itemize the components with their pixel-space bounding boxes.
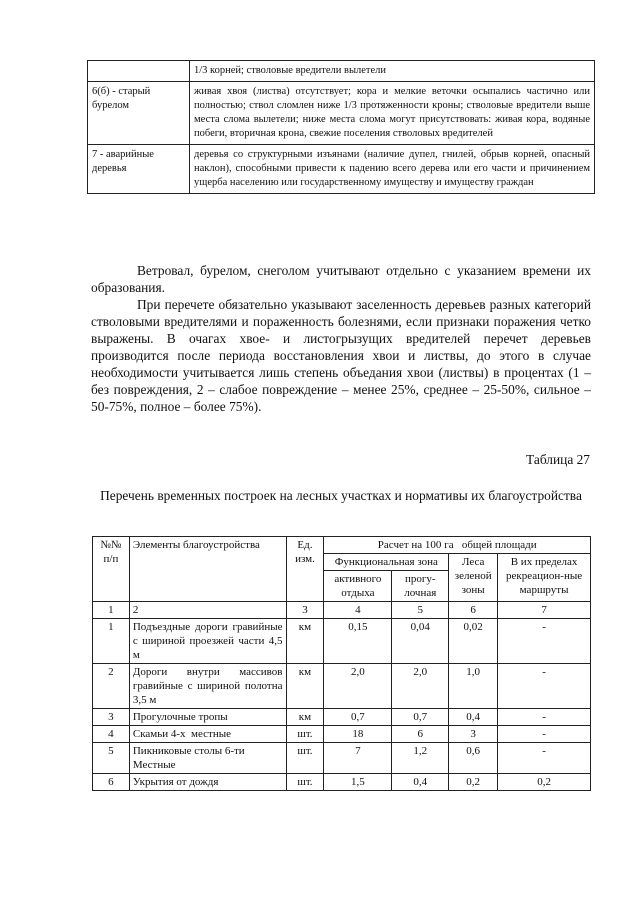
row-routes: - [498, 743, 591, 774]
index-cell: 7 [498, 602, 591, 619]
row-walk: 6 [392, 726, 449, 743]
description-cell: деревья со структурными изъянами (наличие дупел, гнилей, обрыв корней, опасный наклон), способными привести к падению всего дерева или его части и причинением ущерба населению или государственному имуществу и имуществу граждан [190, 145, 595, 194]
header-row [93, 537, 591, 554]
row-name: Укрытия от дождя [129, 774, 286, 791]
row-green: 0,6 [449, 743, 498, 774]
row-green: 1,0 [449, 664, 498, 709]
header-calc: Расчет на 100 га общей площади [324, 537, 591, 554]
description-cell: 1/3 корней; стволовые вредители вылетели [190, 61, 595, 82]
norms-table [92, 536, 591, 791]
row-walk: 0,4 [392, 774, 449, 791]
row-walk: 1,2 [392, 743, 449, 774]
row-num: 4 [93, 726, 130, 743]
row-walk: 2,0 [392, 664, 449, 709]
table-row [93, 726, 591, 743]
row-num: 3 [93, 709, 130, 726]
row-routes: - [498, 709, 591, 726]
index-cell: 2 [129, 602, 286, 619]
category-cell [88, 61, 190, 82]
table-number-label: Таблица 27 [526, 452, 590, 467]
table-row [88, 61, 595, 82]
row-green: 3 [449, 726, 498, 743]
row-num: 2 [93, 664, 130, 709]
row-name: Дороги внутри массивов гравийные с шириной полотна 3,5 м [129, 664, 286, 709]
row-active: 0,15 [324, 619, 392, 664]
row-num: 1 [93, 619, 130, 664]
index-cell: 5 [392, 602, 449, 619]
row-unit: шт. [286, 774, 324, 791]
table-row [93, 709, 591, 726]
row-unit: км [286, 664, 324, 709]
header-functional-zone: Функциональная зона [324, 554, 449, 571]
row-name: Пикниковые столы 6-ти Местные [129, 743, 286, 774]
row-green: 0,02 [449, 619, 498, 664]
row-name: Скамьи 4-х местные [129, 726, 286, 743]
description-cell: живая хвоя (листва) отсутствует; кора и мелкие веточки осыпались частично или полностью; ствол сломлен ниже 1/3 протяженности кроны; стволовые вредители выше места слома вылетели; ниже места слома могут присутствовать: живая кора, водяные побеги, вторичная крона, свежие поселения стволовых вредителей [190, 82, 595, 145]
table-title: Перечень временных построек на лесных участках и нормативы их благоустройства [100, 488, 582, 503]
header-unit: Ед. изм. [286, 537, 324, 602]
table-row [93, 619, 591, 664]
row-name: Подъездные дороги гравийные с шириной проезжей части 4,5 м [129, 619, 286, 664]
index-cell: 1 [93, 602, 130, 619]
row-name: Прогулочные тропы [129, 709, 286, 726]
row-active: 18 [324, 726, 392, 743]
paragraph-census: При перечете обязательно указывают заселенность деревьев разных категорий стволовыми вредителями и пораженность болезнями, если признаки поражения четко выражены. В очагах хвое- и листогрызущих вредителей перечет деревьев производится после периода восстановления хвои и листвы, до этого в случае необходимости учитывается лишь степень объедания хвои (листвы) в процентах (1 – без повреждения, 2 – слабое повреждение – менее 25%, среднее – 25-50%, сильное – 50-75%, полное – более 75%). [91, 297, 591, 414]
row-walk: 0,04 [392, 619, 449, 664]
row-green: 0,4 [449, 709, 498, 726]
header-green-zone-forest: Леса зеленой зоны [449, 554, 498, 602]
row-routes: - [498, 619, 591, 664]
row-active: 2,0 [324, 664, 392, 709]
row-num: 5 [93, 743, 130, 774]
row-green: 0,2 [449, 774, 498, 791]
tree-condition-table [87, 60, 595, 194]
row-active: 1,5 [324, 774, 392, 791]
row-walk: 0,7 [392, 709, 449, 726]
index-row [93, 602, 591, 619]
table-row [93, 664, 591, 709]
index-cell: 3 [286, 602, 324, 619]
row-routes: - [498, 726, 591, 743]
header-recreation-routes: В их пределах рекреацион-ные маршруты [498, 554, 591, 602]
table-row [88, 145, 595, 194]
header-num: №№ п/п [93, 537, 130, 602]
category-cell: 7 - аварийные деревья [88, 145, 190, 194]
table-row [88, 82, 595, 145]
row-unit: шт. [286, 726, 324, 743]
row-active: 7 [324, 743, 392, 774]
header-elements: Элементы благоустройства [129, 537, 286, 602]
row-unit: км [286, 709, 324, 726]
table-row [93, 743, 591, 774]
row-routes: - [498, 664, 591, 709]
index-cell: 6 [449, 602, 498, 619]
row-unit: км [286, 619, 324, 664]
header-walking: прогу-лочная [392, 571, 449, 602]
row-num: 6 [93, 774, 130, 791]
table-row [93, 774, 591, 791]
paragraph-windfall: Ветровал, бурелом, снеголом учитывают отдельно с указанием времени их образования. [91, 263, 591, 295]
row-unit: шт. [286, 743, 324, 774]
header-active-rest: активного отдыха [324, 571, 392, 602]
row-active: 0,7 [324, 709, 392, 726]
index-cell: 4 [324, 602, 392, 619]
row-routes: 0,2 [498, 774, 591, 791]
category-cell: 6(б) - старый бурелом [88, 82, 190, 145]
